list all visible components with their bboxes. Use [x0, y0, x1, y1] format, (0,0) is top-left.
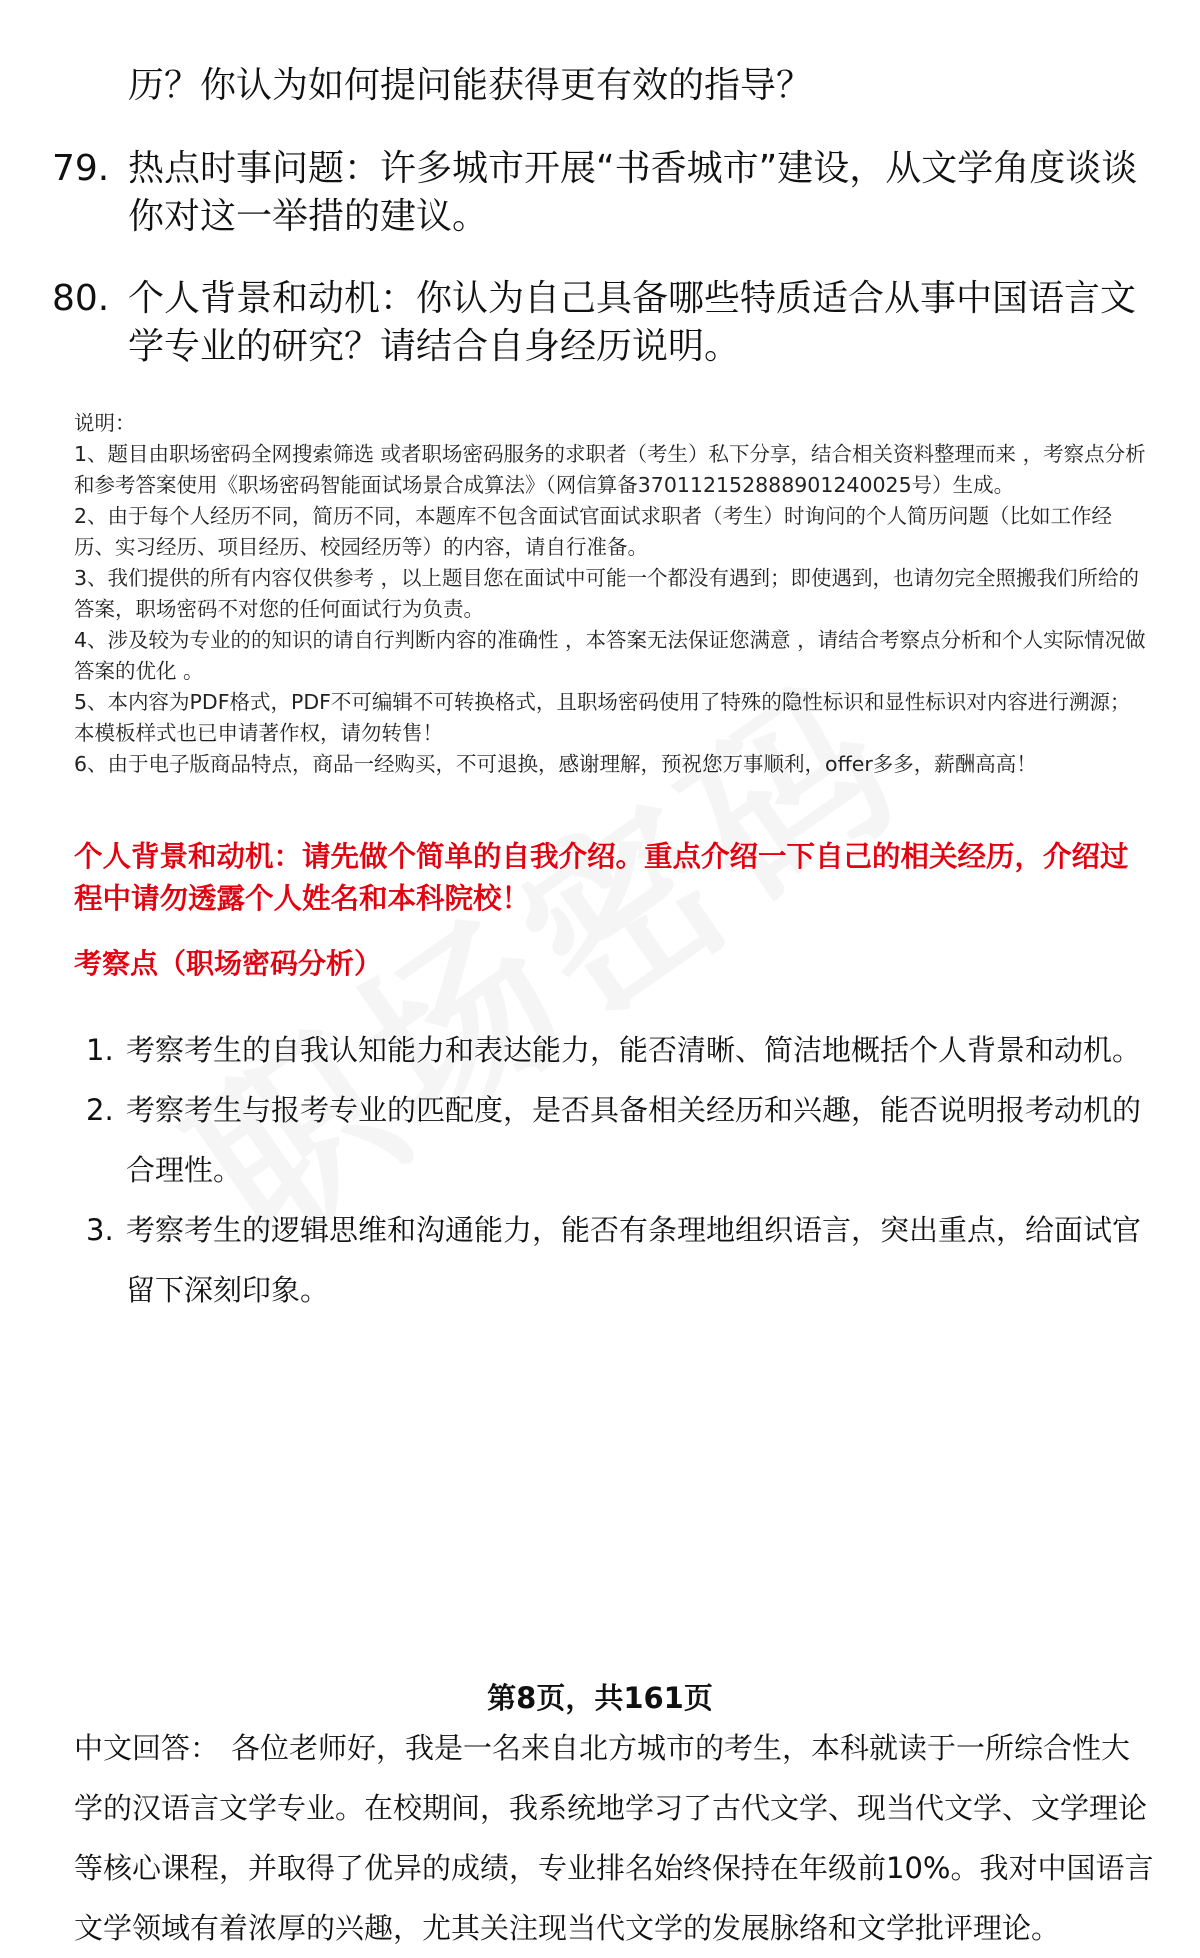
- point-number: 3.: [86, 1213, 114, 1247]
- question-text: 个人背景和动机：你认为自己具备哪些特质适合从事中国语言文学专业的研究？请结合自身经历说明。: [128, 278, 1137, 367]
- list-item: [74, 1200, 1149, 1320]
- question-number: 80.: [52, 278, 110, 319]
- question-79: [52, 145, 1152, 241]
- answer-paragraph: [74, 1718, 1154, 1958]
- point-text: 考察考生的自我认知能力和表达能力，能否清晰、简洁地概括个人背景和动机。: [126, 1033, 1142, 1067]
- question-text: 热点时事问题：许多城市开展“书香城市”建设，从文学角度谈谈你对这一举措的建议。: [128, 148, 1138, 237]
- list-item: [74, 1020, 1149, 1080]
- point-number: 1.: [86, 1033, 114, 1067]
- answer-label: 中文回答：: [74, 1731, 220, 1765]
- point-text: 考察考生与报考专业的匹配度，是否具备相关经历和兴趣，能否说明报考动机的合理性。: [126, 1093, 1142, 1187]
- point-text: 考察考生的逻辑思维和沟通能力，能否有条理地组织语言，突出重点，给面试官留下深刻印象。: [126, 1213, 1142, 1307]
- note-item: 2、由于每个人经历不同，简历不同，本题库不包含面试官面试求职者（考生）时询问的个人简历问题（比如工作经历、实习经历、项目经历、校园经历等）的内容，请自行准备。: [74, 504, 1113, 559]
- note-item: 6、由于电子版商品特点，商品一经购买，不可退换，感谢理解，预祝您万事顺利，offer多多，薪酬高高！: [74, 752, 1037, 776]
- answer-text: 各位老师好，我是一名来自北方城市的考生，本科就读于一所综合性大学的汉语言文学专业。在校期间，我系统地学习了古代文学、现当代文学、文学理论等核心课程，并取得了优异的成绩，专业排名始终保持在年级前10%。我对中国语言文学领域有着浓厚的兴趣，尤其关注现当代文学的发展脉络和文学批评理论。: [74, 1731, 1154, 1945]
- note-item: 3、我们提供的所有内容仅供参考 ，以上题目您在面试中可能一个都没有遇到；即使遇到，也请勿完全照搬我们所给的答案，职场密码不对您的任何面试行为负责。: [74, 566, 1140, 621]
- previous-question-continuation: 历？你认为如何提问能获得更有效的指导？: [128, 65, 813, 106]
- analysis-heading: 考察点（职场密码分析）: [74, 947, 383, 980]
- page-footer: 第8页，共161页: [487, 1681, 713, 1715]
- featured-question: 个人背景和动机：请先做个简单的自我介绍。重点介绍一下自己的相关经历，介绍过程中请勿透露个人姓名和本科院校！: [74, 840, 1129, 915]
- question-number: 79.: [52, 148, 110, 189]
- note-item: 4、涉及较为专业的的知识的请自行判断内容的准确性 ，本答案无法保证您满意 ，请结合考察点分析和个人实际情况做答案的优化 。: [74, 628, 1146, 683]
- notes-title: 说明：: [74, 411, 136, 435]
- point-number: 2.: [86, 1093, 114, 1127]
- note-item: 1、题目由职场密码全网搜索筛选 或者职场密码服务的求职者（考生）私下分享，结合相关资料整理而来 ，考察点分析和参考答案使用《职场密码智能面试场景合成算法》（网信算备370112152888901240025号）生成。: [74, 442, 1146, 497]
- question-80: [52, 275, 1152, 371]
- list-item: [74, 1080, 1149, 1200]
- note-item: 5、本内容为PDF格式，PDF不可编辑不可转换格式，且职场密码使用了特殊的隐性标识和显性标识对内容进行溯源；本模板样式也已申请著作权，请勿转售！: [74, 690, 1131, 745]
- notes-section: [74, 408, 1149, 780]
- analysis-points-list: [74, 1020, 1149, 1320]
